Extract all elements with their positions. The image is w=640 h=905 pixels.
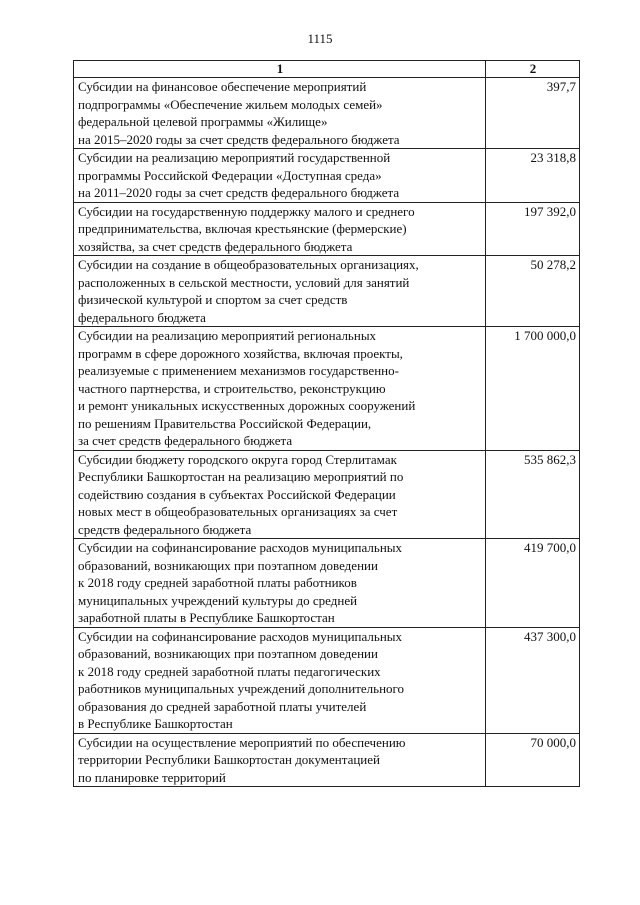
subsidy-amount: 197 392,0: [486, 202, 580, 256]
subsidy-description: Субсидии на осуществление мероприятий по обеспечению территории Республики Башкортостан документацией по планировке территорий: [74, 733, 486, 787]
table-header-row: [74, 61, 580, 78]
subsidy-description: Субсидии на софинансирование расходов муниципальных образований, возникающих при поэтапном доведении к 2018 году средней заработной платы работников муниципальных учреждений культуры до средней заработной платы в Республике Башкортостан: [74, 539, 486, 628]
table-row: [74, 450, 580, 539]
subsidy-description: Субсидии на софинансирование расходов муниципальных образований, возникающих при поэтапном доведении к 2018 году средней заработной платы педагогических работников муниципальных учреждений дополнительного образования до средней заработной платы учителей в Республике Башкортостан: [74, 627, 486, 733]
table-row: [74, 78, 580, 149]
page-number: 1115: [307, 31, 333, 46]
table-row: [74, 539, 580, 628]
subsidy-amount: 1 700 000,0: [486, 327, 580, 451]
column-header-2: 2: [486, 61, 580, 78]
subsidy-description: Субсидии на реализацию мероприятий государственной программы Российской Федерации «Доступная среда» на 2011–2020 годы за счет средств федерального бюджета: [74, 149, 486, 203]
subsidies-table: [73, 60, 580, 787]
subsidy-description: Субсидии бюджету городского округа город Стерлитамак Республики Башкортостан на реализацию мероприятий по содействию создания в субъектах Российской Федерации новых мест в общеобразовательных организациях за счет средств федерального бюджета: [74, 450, 486, 539]
subsidy-description: Субсидии на реализацию мероприятий региональных программ в сфере дорожного хозяйства, включая проекты, реализуемые с применением механизмов государственно- частного партнерства, и строительство, реконструкцию и ремонт уникальных искусственных дорожных сооружений по решениям Правительства Российской Федерации, за счет средств федерального бюджета: [74, 327, 486, 451]
table-row: [74, 627, 580, 733]
subsidy-amount: 437 300,0: [486, 627, 580, 733]
table-row: [74, 733, 580, 787]
table-row: [74, 202, 580, 256]
table-row: [74, 149, 580, 203]
subsidy-amount: 23 318,8: [486, 149, 580, 203]
table-row: [74, 256, 580, 327]
subsidy-amount: 70 000,0: [486, 733, 580, 787]
subsidy-amount: 535 862,3: [486, 450, 580, 539]
subsidy-description: Субсидии на государственную поддержку малого и среднего предпринимательства, включая крестьянские (фермерские) хозяйства, за счет средств федерального бюджета: [74, 202, 486, 256]
subsidy-description: Субсидии на финансовое обеспечение мероприятий подпрограммы «Обеспечение жильем молодых семей» федеральной целевой программы «Жилище» на 2015–2020 годы за счет средств федерального бюджета: [74, 78, 486, 149]
subsidy-amount: 397,7: [486, 78, 580, 149]
subsidy-description: Субсидии на создание в общеобразовательных организациях, расположенных в сельской местности, условий для занятий физической культурой и спортом за счет средств федерального бюджета: [74, 256, 486, 327]
column-header-1: 1: [74, 61, 486, 78]
table-row: [74, 327, 580, 451]
subsidy-amount: 419 700,0: [486, 539, 580, 628]
subsidy-amount: 50 278,2: [486, 256, 580, 327]
